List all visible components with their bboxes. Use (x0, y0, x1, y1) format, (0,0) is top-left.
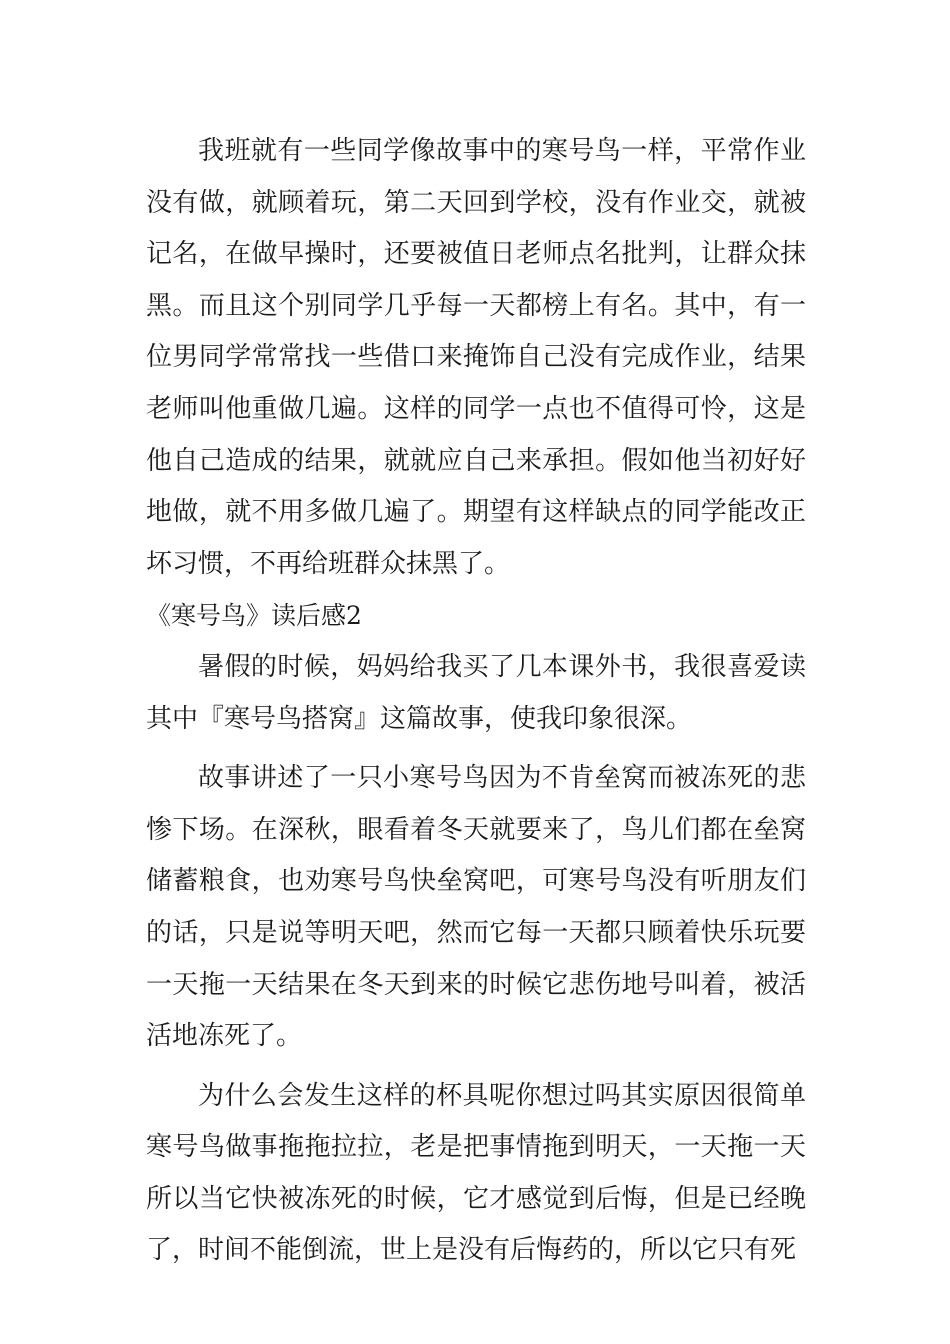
paragraph-story-summary: 故事讲述了一只小寒号鸟因为不肯垒窝而被冻死的悲惨下场。在深秋，眼看着冬天就要来了，鸟儿们都在垒窝储蓄粮食，也劝寒号鸟快垒窝吧，可寒号鸟没有听朋友们的话，只是说等明天吧，然而它每一天都只顾着快乐玩要一天拖一天结果在冬天到来的时候它悲伤地号叫着，被活活地冻死了。 (146, 763, 806, 1052)
section-heading: 《寒号鸟》读后感2 (146, 601, 362, 631)
paragraph-summer-books: 暑假的时候，妈妈给我买了几本课外书，我很喜爱读其中『寒号鸟搭窝』这篇故事，使我印象很深。 (146, 651, 806, 734)
paragraph-homework-story: 我班就有一些同学像故事中的寒号鸟一样，平常作业没有做，就顾着玩，第二天回到学校，没有作业交，就被记名，在做早操时，还要被值日老师点名批判，让群众抹黑。而且这个别同学几乎每一天都榜上有名。其中，有一位男同学常常找一些借口来掩饰自己没有完成作业，结果老师叫他重做几遍。这样的同学一点也不值得可怜，这是他自己造成的结果，就就应自己来承担。假如他当初好好地做，就不用多做几遍了。期望有这样缺点的同学能改正坏习惯，不再给班群众抹黑了。 (146, 136, 806, 579)
paragraph-reason-analysis: 为什么会发生这样的杯具呢你想过吗其实原因很简单寒号鸟做事拖拖拉拉，老是把事情拖到明天，一天拖一天所以当它快被冻死的时候，它才感觉到后悔，但是已经晚了，时间不能倒流，世上是没有后悔药的，所以它只有死 (146, 1080, 806, 1266)
document-body (146, 126, 806, 1277)
